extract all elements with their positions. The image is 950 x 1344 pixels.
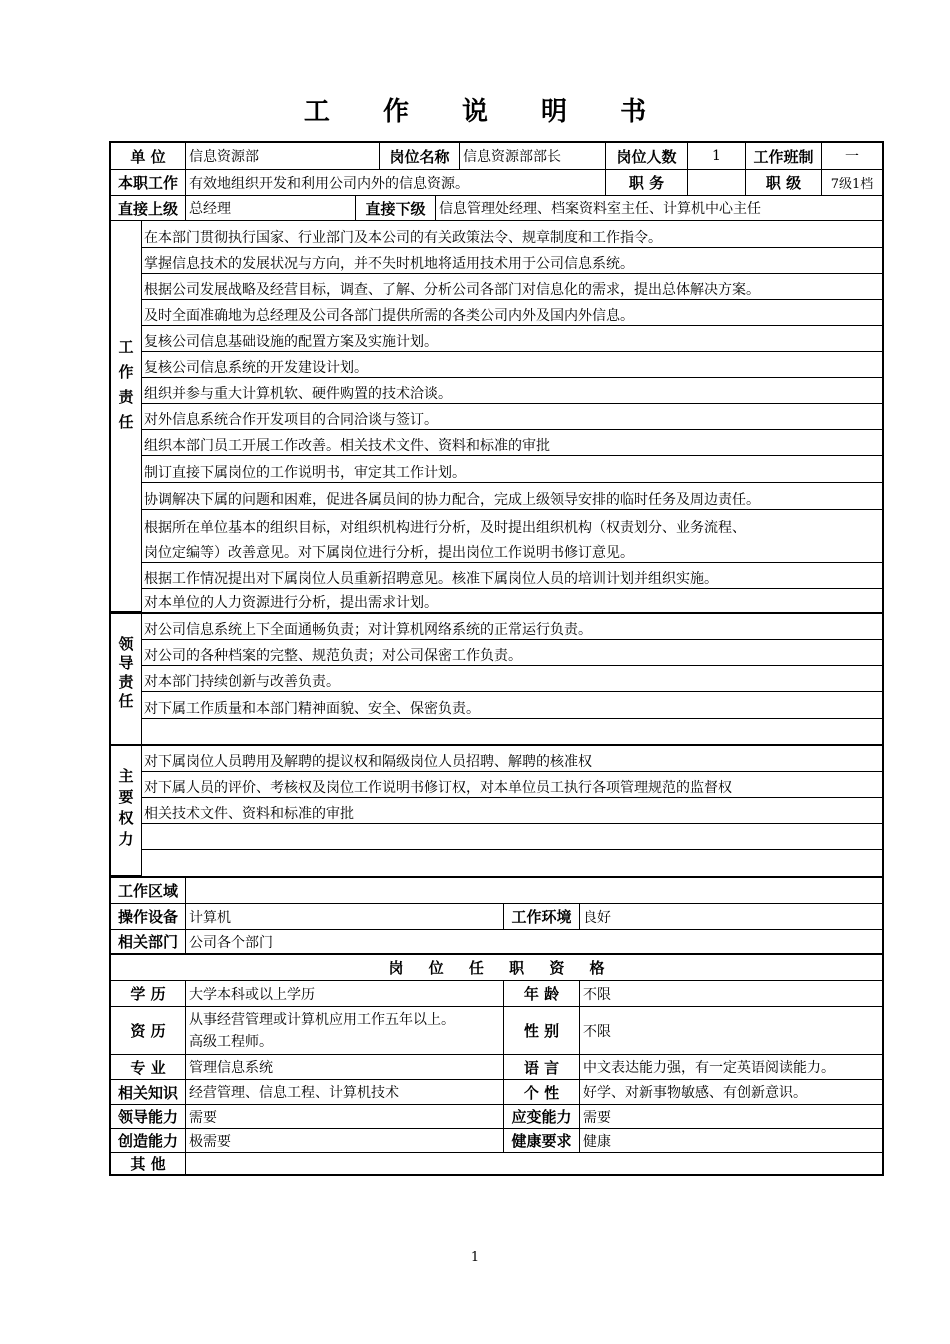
list-item: 根据所在单位基本的组织目标，对组织机构进行分析，及时提出组织机构（权责划分、业务流程、 — [144, 520, 746, 536]
other-label: 其 他 — [111, 1153, 186, 1174]
post-name-value: 信息资源部部长 — [460, 143, 606, 170]
shift-value: 一 — [822, 143, 882, 170]
personality-value: 好学、对新事物敏感、有创新意识。 — [580, 1080, 882, 1105]
creativity-value: 极需要 — [186, 1129, 504, 1153]
health-value: 健康 — [580, 1129, 882, 1153]
list-item: 对外信息系统合作开发项目的合同洽谈与签订。 — [142, 404, 883, 430]
duty-value: 有效地组织开发和利用公司内外的信息资源。 — [186, 170, 606, 196]
area-value — [186, 878, 882, 904]
list-item: 复核公司信息基础设施的配置方案及实施计划。 — [142, 326, 883, 352]
gender-value: 不限 — [580, 1007, 882, 1055]
gender-label: 性 别 — [504, 1007, 580, 1055]
experience-line: 高级工程师。 — [189, 1033, 273, 1050]
age-value: 不限 — [580, 981, 882, 1007]
responsibilities-label: 工作责任 — [111, 221, 142, 612]
adapt-label: 应变能力 — [504, 1105, 580, 1129]
list-item: 及时全面准确地为总经理及公司各部门提供所需的各类公司内外及国内外信息。 — [142, 300, 883, 326]
list-item: 复核公司信息系统的开发建设计划。 — [142, 352, 883, 378]
dept-value: 公司各个部门 — [189, 934, 273, 951]
list-item: 相关技术文件、资料和标准的审批 — [142, 798, 883, 824]
page-number: 1 — [470, 1250, 480, 1265]
leadership-label: 领导责任 — [111, 614, 142, 745]
unit-label: 单 位 — [111, 143, 186, 170]
env-value: 良好 — [580, 904, 882, 930]
list-item: 掌握信息技术的发展状况与方向，并不失时机地将适用技术用于公司信息系统。 — [142, 248, 883, 274]
page-title: 工 作 说 明 书 — [303, 97, 669, 127]
unit-value: 信息资源部 — [186, 143, 380, 170]
shift-label: 工作班制 — [746, 143, 822, 170]
list-item: 根据公司发展战略及经营目标，调查、了解、分析公司各部门对信息化的需求，提出总体解决方案。 — [142, 274, 883, 300]
equipment-label: 操作设备 — [111, 904, 186, 930]
language-label: 语 言 — [504, 1055, 580, 1080]
superior-label: 直接上级 — [111, 196, 186, 221]
age-label: 年 龄 — [504, 981, 580, 1007]
list-item: 对公司的各种档案的完整、规范负责；对公司保密工作负责。 — [142, 640, 883, 666]
subordinate-value: 信息管理处经理、档案资料室主任、计算机中心主任 — [436, 196, 882, 221]
list-item: 对公司信息系统上下全面通畅负责；对计算机网络系统的正常运行负责。 — [142, 614, 883, 640]
health-label: 健康要求 — [504, 1129, 580, 1153]
list-item: 组织并参与重大计算机软、硬件购置的技术洽谈。 — [142, 378, 883, 404]
experience-line: 从事经营管理或计算机应用工作五年以上。 — [189, 1011, 455, 1028]
list-item — [142, 824, 883, 850]
knowledge-label: 相关知识 — [111, 1080, 186, 1105]
list-item: 制订直接下属岗位的工作说明书，审定其工作计划。 — [142, 456, 883, 483]
env-label: 工作环境 — [504, 904, 580, 930]
experience-value — [186, 1007, 504, 1055]
position-value — [688, 170, 746, 196]
grade-label: 职 级 — [746, 170, 822, 196]
list-item: 在本部门贯彻执行国家、行业部门及本公司的有关政策法令、规章制度和工作指令。 — [142, 221, 883, 248]
major-label: 专 业 — [111, 1055, 186, 1080]
list-item: 协调解决下属的问题和困难，促进各属员间的协力配合，完成上级领导安排的临时任务及周边责任。 — [142, 483, 883, 510]
duty-label: 本职工作 — [111, 170, 186, 196]
area-label: 工作区域 — [111, 878, 186, 904]
leadership-ability-value: 需要 — [186, 1105, 504, 1129]
list-item: 对下属工作质量和本部门精神面貌、安全、保密负责。 — [142, 692, 883, 719]
creativity-label: 创造能力 — [111, 1129, 186, 1153]
superior-value: 总经理 — [186, 196, 356, 221]
list-item: 对下属人员的评价、考核权及岗位工作说明书修订权，对本单位员工执行各项管理规范的监督权 — [142, 772, 883, 798]
list-item — [142, 850, 883, 876]
qualification-heading: 岗 位 任 职 资 格 — [111, 955, 882, 981]
list-item: 组织本部门员工开展工作改善。相关技术文件、资料和标准的审批 — [142, 430, 883, 456]
experience-label: 资 历 — [111, 1007, 186, 1055]
equipment-value: 计算机 — [186, 904, 504, 930]
major-value: 管理信息系统 — [186, 1055, 504, 1080]
dept-label: 相关部门 — [111, 930, 186, 953]
list-item: 根据工作情况提出对下属岗位人员重新招聘意见。核准下属岗位人员的培训计划并组织实施。 — [142, 563, 883, 589]
other-value — [186, 1153, 882, 1174]
position-label: 职 务 — [606, 170, 688, 196]
subordinate-label: 直接下级 — [356, 196, 436, 221]
education-value: 大学本科或以上学历 — [186, 981, 504, 1007]
adapt-value: 需要 — [580, 1105, 882, 1129]
list-item — [142, 719, 883, 745]
language-value: 中文表达能力强，有一定英语阅读能力。 — [580, 1055, 882, 1080]
leadership-ability-label: 领导能力 — [111, 1105, 186, 1129]
list-item: 岗位定编等）改善意见。对下属岗位进行分析，提出岗位工作说明书修订意见。 — [142, 537, 883, 563]
authority-label: 主要权力 — [111, 746, 142, 876]
list-item: 对本单位的人力资源进行分析，提出需求计划。 — [144, 595, 438, 611]
list-item: 对本部门持续创新与改善负责。 — [142, 666, 883, 692]
personality-label: 个 性 — [504, 1080, 580, 1105]
grade-value: 7级1档 — [822, 170, 882, 196]
list-item: 对下属岗位人员聘用及解聘的提议权和隔级岗位人员招聘、解聘的核准权 — [142, 746, 883, 772]
post-name-label: 岗位名称 — [380, 143, 460, 170]
headcount-label: 岗位人数 — [606, 143, 688, 170]
education-label: 学 历 — [111, 981, 186, 1007]
knowledge-value: 经营管理、信息工程、计算机技术 — [186, 1080, 504, 1105]
headcount-value: 1 — [688, 143, 746, 170]
